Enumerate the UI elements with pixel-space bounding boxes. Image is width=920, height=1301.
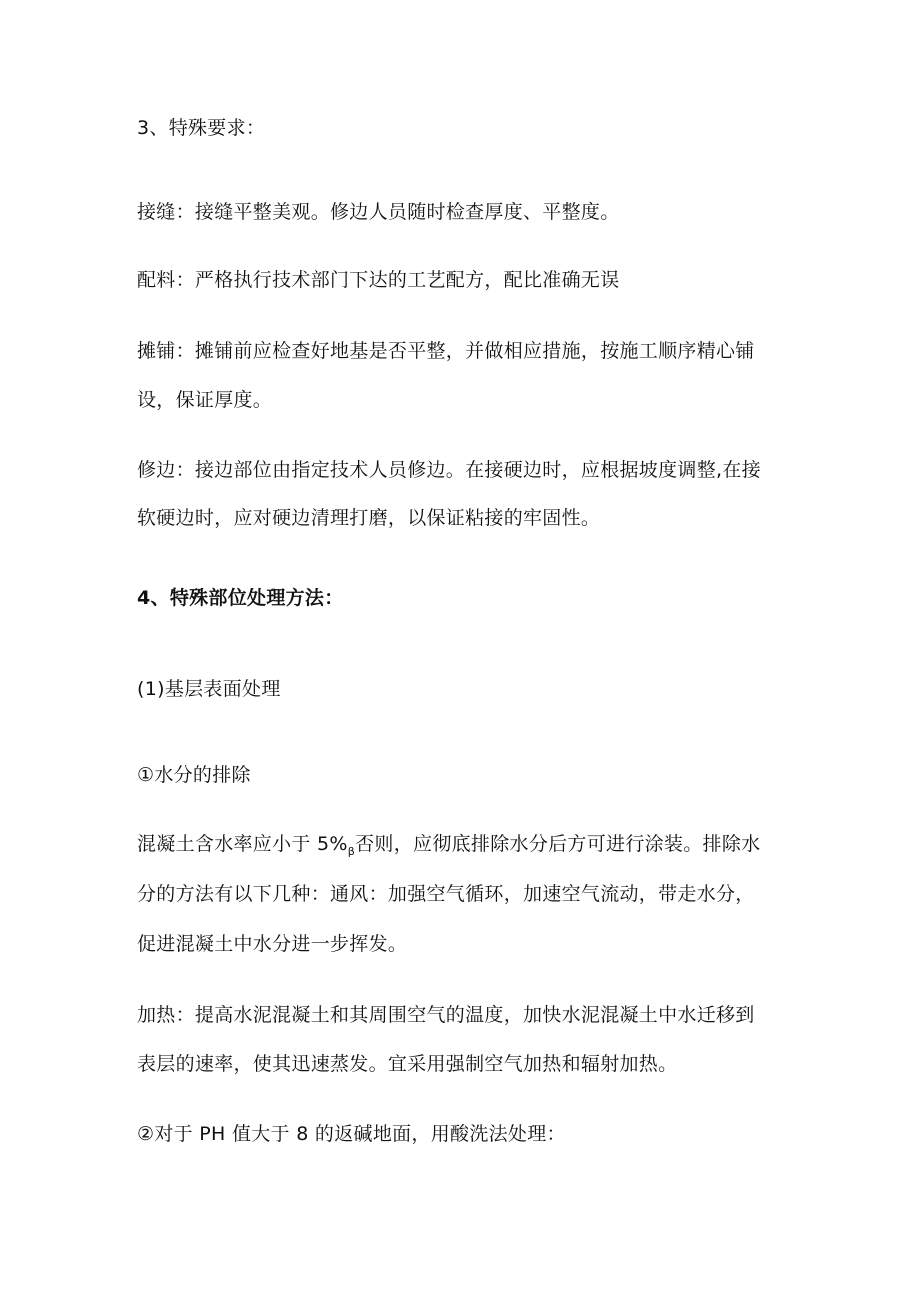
paragraph-trimming-line-1: 修边：接边部位由指定技术人员修边。在接硬边时，应根据坡度调整,在接	[137, 459, 761, 481]
section-heading-special-parts: 4、特殊部位处理方法：	[137, 587, 344, 609]
paragraph-trimming-line-2: 软硬边时，应对硬边清理打磨，以保证粘接的牢固性。	[137, 507, 601, 529]
paragraph-paving-line-1: 摊铺：摊铺前应检查好地基是否平整，并做相应措施，按施工顺序精心铺	[137, 340, 755, 362]
item-moisture-removal: ①水分的排除	[137, 764, 251, 786]
subheading-base-surface: (1)基层表面处理	[137, 678, 281, 700]
paragraph-moisture-line-3: 促进混凝土中水分进一步挥发。	[137, 933, 408, 955]
paragraph-heating-line-2: 表层的速率，使其迅速蒸发。宜采用强制空气加热和辐射加热。	[137, 1053, 678, 1075]
moisture-subscript: β	[347, 845, 356, 858]
moisture-text-b: 否则，应彻底排除水分后方可进行涂装。排除水	[355, 833, 761, 855]
paragraph-seam: 接缝：接缝平整美观。修边人员随时检查厚度、平整度。	[137, 201, 620, 223]
paragraph-heating-line-1: 加热：提高水泥混凝土和其周围空气的温度，加快水泥混凝土中水迁移到	[137, 1004, 755, 1026]
item-acid-wash: ②对于 PH 值大于 8 的返碱地面，用酸洗法处理：	[137, 1123, 566, 1145]
paragraph-moisture-line-1	[137, 831, 760, 860]
paragraph-moisture-line-2: 分的方法有以下几种：通风：加强空气循环，加速空气流动，带走水分，	[137, 883, 755, 905]
moisture-text-a: 混凝土含水率应小于 5%	[137, 833, 348, 855]
section-heading-special-requirements: 3、特殊要求：	[137, 117, 266, 139]
paragraph-paving-line-2: 设，保证厚度。	[137, 389, 273, 411]
paragraph-ingredients: 配料：严格执行技术部门下达的工艺配方，配比准确无误	[137, 269, 620, 291]
